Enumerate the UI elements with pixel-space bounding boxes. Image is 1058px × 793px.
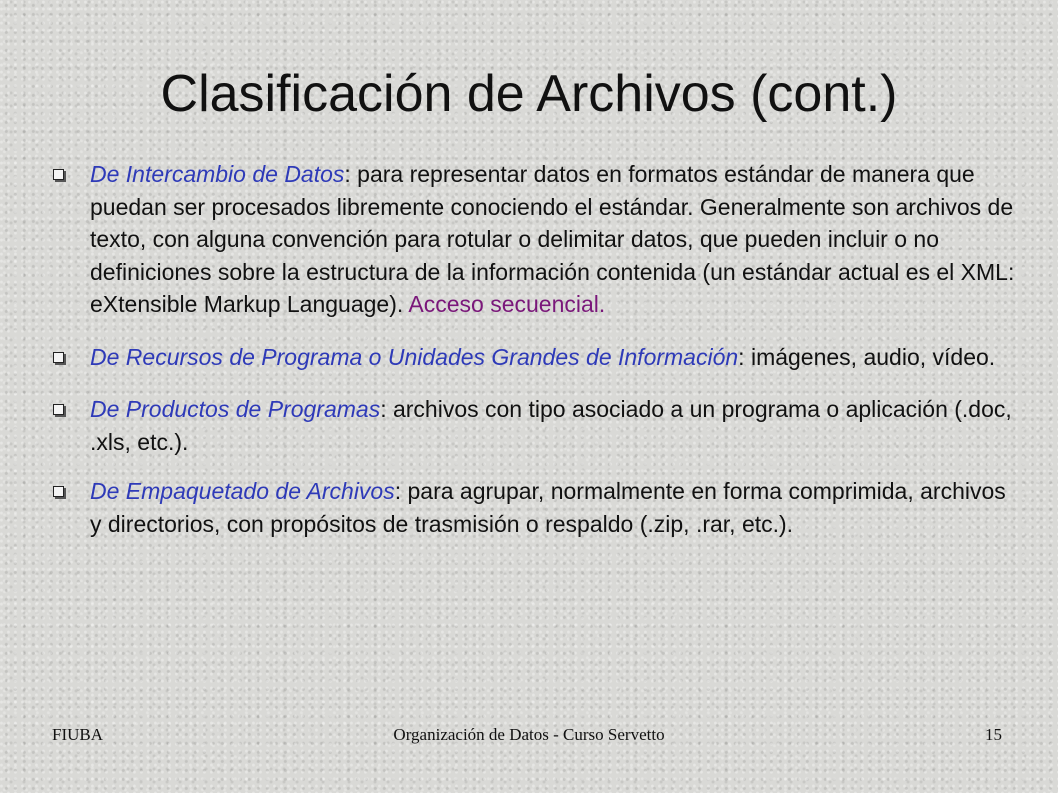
item-text: para representar datos en formatos estándar de manera que puedan ser procesados libremente conociendo el estándar. Generalmente son archivos de texto, con alguna convención para rotular o delimitar datos, que pueden incluir o no definiciones sobre la estructura de la información contenida (un estándar actual es el XML: eXtensible Markup Language). xyxy=(90,161,1015,317)
item-colon: : xyxy=(394,478,402,504)
checkbox-bullet-icon xyxy=(53,486,64,497)
list-item-recursos xyxy=(90,341,1020,374)
page-number: 15 xyxy=(985,725,1002,744)
item-term: De Empaquetado de Archivos xyxy=(90,478,395,504)
item-colon: : xyxy=(738,343,745,370)
item-term: De Productos de Programas xyxy=(90,396,381,422)
item-term: De Intercambio de Datos xyxy=(90,161,345,187)
list-item-productos xyxy=(90,393,1020,458)
checkbox-bullet-icon xyxy=(53,352,64,363)
access-note: Acceso secuencial. xyxy=(408,291,606,317)
list-item-intercambio xyxy=(90,158,1020,321)
footer-course: Organización de Datos - Curso Servetto xyxy=(393,725,665,744)
item-term: De Recursos de Programa o Unidades Grandes de Información xyxy=(90,343,739,370)
checkbox-bullet-icon xyxy=(53,404,64,415)
bullet-list xyxy=(90,158,1020,560)
item-text: para agrupar, normalmente en forma comprimida, archivos y directorios, con propósitos de trasmisión o respaldo (.zip, .rar, etc.). xyxy=(90,478,1006,537)
item-colon: : xyxy=(344,161,351,187)
item-text: archivos con tipo asociado a un programa o aplicación (.doc, .xls, etc.). xyxy=(90,396,1012,455)
footer-institution: FIUBA xyxy=(52,725,104,744)
item-colon: : xyxy=(380,396,387,422)
slide-title: Clasificación de Archivos (cont.) xyxy=(160,65,898,123)
checkbox-bullet-icon xyxy=(53,169,64,180)
item-text: imágenes, audio, vídeo. xyxy=(744,343,996,370)
list-item-empaquetado xyxy=(90,475,1020,540)
